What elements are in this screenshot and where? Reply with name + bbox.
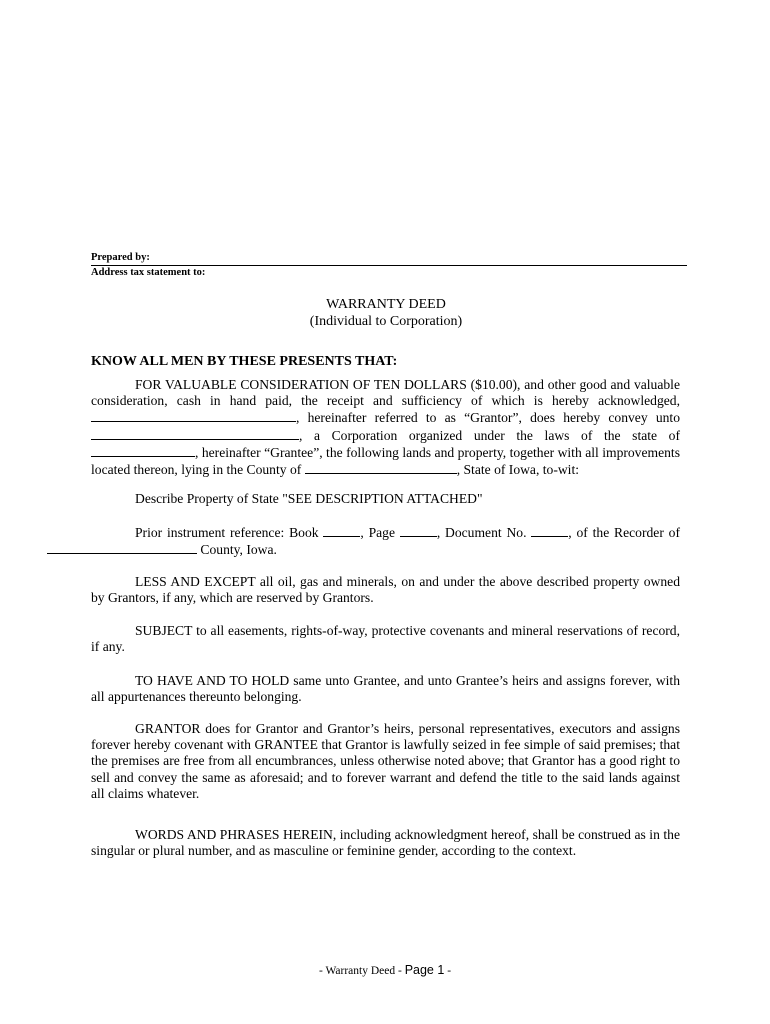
subject-paragraph: SUBJECT to all easements, rights-of-way, protective covenants and mineral reservations of record, if any. [91,623,680,655]
prepared-by-label: Prepared by: [91,251,687,266]
deed-subtitle: (Individual to Corporation) [309,314,463,329]
consideration-paragraph [91,377,680,478]
deed-title: WARRANTY DEED [326,297,446,312]
footer-page-number: Page 1 [404,963,445,977]
less-except-paragraph: LESS AND EXCEPT all oil, gas and minerals, on and under the above described property owned by Grantors, if any, which are reserved by Grantors. [91,574,680,606]
preparer-block [91,251,687,279]
describe-property-paragraph: Describe Property of State "SEE DESCRIPTION ATTACHED" [135,491,483,506]
prior-text-5: County, Iowa. [200,542,277,558]
consideration-text-3: , a Corporation organized under the laws of the state of [299,427,680,443]
document-no-blank[interactable] [531,524,568,537]
to-have-paragraph: TO HAVE AND TO HOLD same unto Grantee, and unto Grantee’s heirs and assigns forever, with all appurtenances thereunto belonging. [91,673,680,705]
words-phrases-paragraph: WORDS AND PHRASES HEREIN, including acknowledgment hereof, shall be construed as in the singular or plural number, and as masculine or feminine gender, according to the context. [91,827,680,859]
prior-text-1: Prior instrument reference: Book [135,525,319,540]
consideration-text-2: , hereinafter referred to as “Grantor”, does hereby convey unto [296,410,680,426]
prior-text-4: , of the Recorder of [568,525,680,540]
prior-text-2: , Page [360,525,395,540]
prior-instrument-paragraph [91,524,680,558]
recorder-county-blank[interactable] [47,541,197,554]
book-blank[interactable] [323,524,360,537]
state-blank[interactable] [91,444,195,457]
footer-prefix: - Warranty Deed - [318,965,402,977]
county-blank[interactable] [305,461,457,474]
address-tax-label: Address tax statement to: [91,267,206,278]
grantee-name-blank[interactable] [91,427,299,440]
prior-text-3: , Document No. [436,525,527,540]
know-all-heading: KNOW ALL MEN BY THESE PRESENTS THAT: [91,354,398,369]
page-blank[interactable] [400,524,437,537]
consideration-text-5: , State of Iowa, to-wit: [456,462,580,478]
consideration-text-4: , hereinafter “Grantee”, the following lands and property, together with all improvements located thereon, lying in the County of [91,444,680,478]
grantor-name-blank[interactable] [91,409,296,422]
page-footer [0,963,770,977]
footer-suffix: - [447,965,452,977]
deed-title-block [91,296,681,330]
grantor-covenant-paragraph: GRANTOR does for Grantor and Grantor’s heirs, personal representatives, executors and assigns forever hereby covenant with GRANTEE that Grantor is lawfully seized in fee simple of said premises; that the premises are free from all encumbrances, unless otherwise noted above; that Grantor has a good right to sell and convey the same as aforesaid; and to forever warrant and defend the title to the said lands against all claims whatever. [91,721,680,801]
consideration-text-1: FOR VALUABLE CONSIDERATION OF TEN DOLLARS ($10.00), and other good and valuable consideration, cash in hand paid, the receipt and sufficiency of which is hereby acknowledged, [91,377,680,409]
